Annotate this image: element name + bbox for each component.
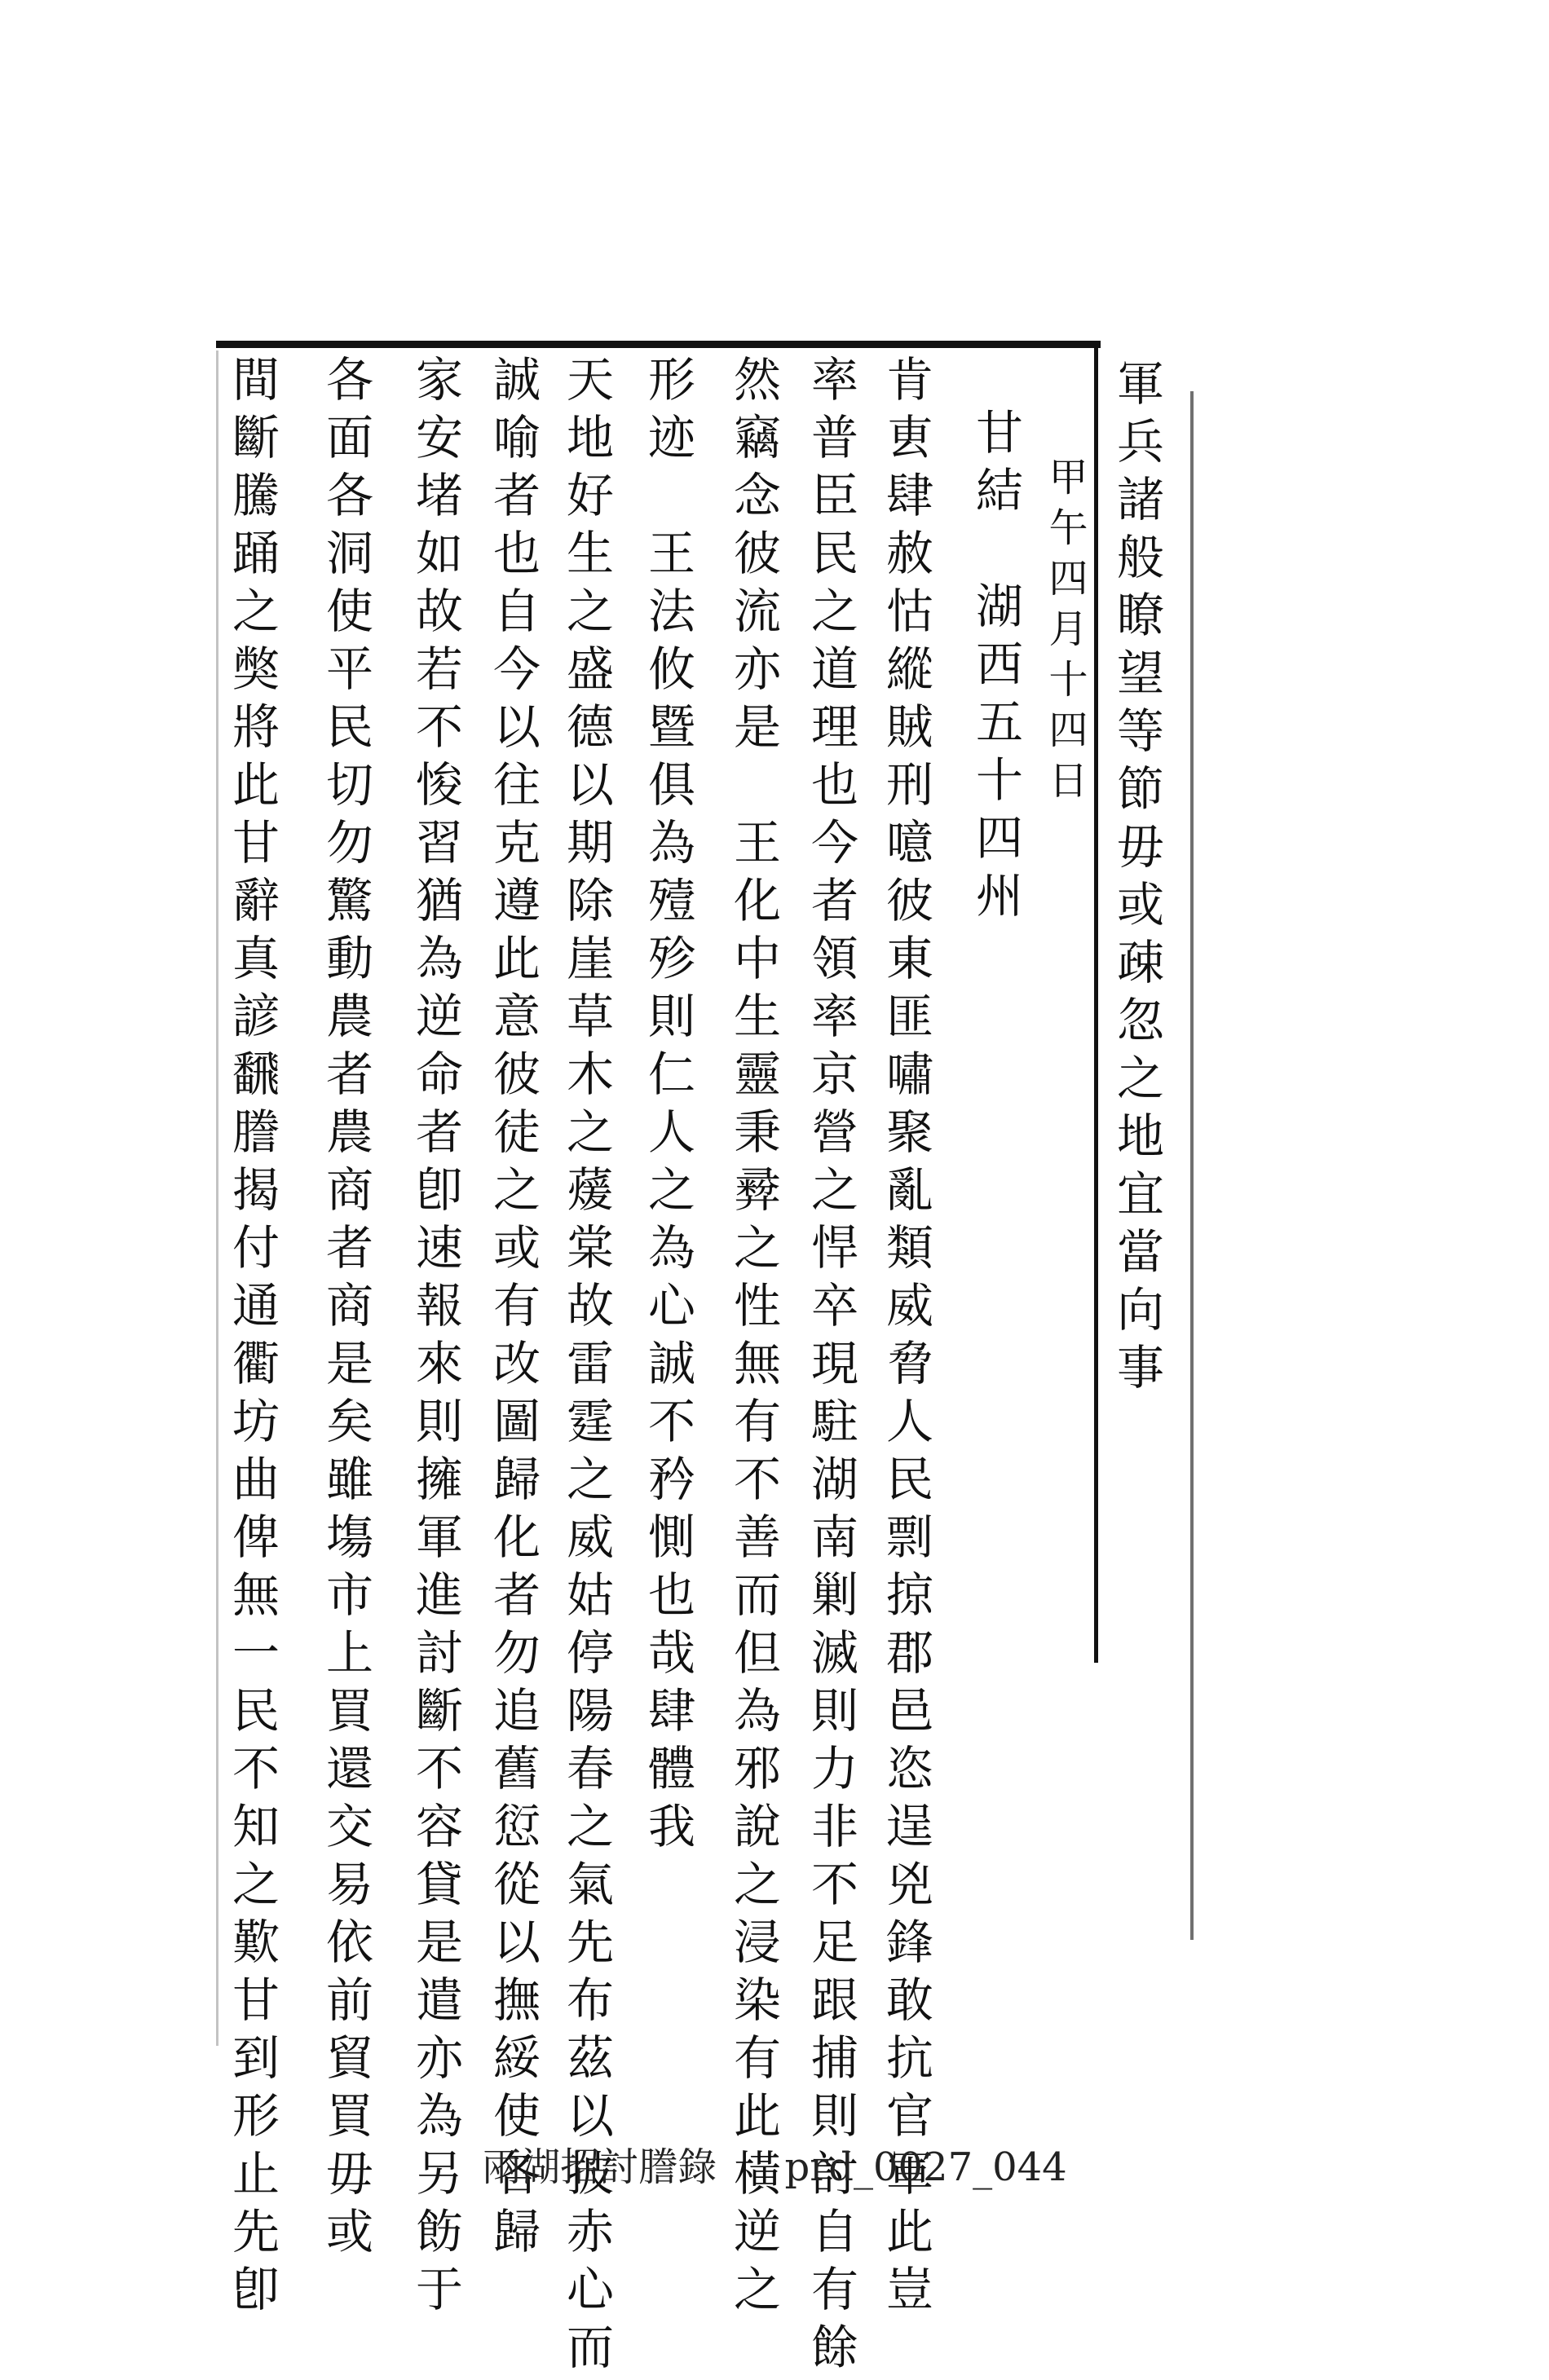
- text-column-9: 誠喻者也自今以往克遵此意彼徒之或有改圖歸化者勿追舊愆從以撫綏使各歸: [485, 355, 541, 2264]
- frame-outer-rule: [1190, 391, 1194, 1940]
- text-column-10: 家安堵如故若不悛習猶為逆命者卽速報來則擁軍進討斷不容貸是遣亦為另飭于: [408, 355, 463, 2322]
- text-column-1: 軍兵諸般瞭望等節毋或疎忽之地宜當向事: [1109, 359, 1164, 1400]
- text-column-3-recipient: 甘結 湖西五十四州: [968, 408, 1023, 928]
- text-column-4: 肯叀肆赦怙縱賊刑噫彼東匪嘯聚亂類威脅人民剽掠郡邑恣逞兇鋒敢抗官軍此豈: [878, 355, 933, 2322]
- text-column-5: 率普臣民之道理也今者領率京營之悍卒現駐湖南剿滅則力非不足跟捕則討自有餘: [803, 355, 858, 2380]
- frame-top-rule: [216, 341, 1101, 348]
- text-column-8: 天地好生之盛德以期除崖草木之蕿棠故雷霆之威姑停陽春之氣先布茲以披赤心而: [558, 355, 614, 2380]
- text-column-2-date: 甲午四月十四日: [1042, 456, 1088, 810]
- page-caption: [0, 2135, 1549, 2192]
- frame-right-rule: [1094, 342, 1098, 1663]
- text-column-12: 間斷騰踊之獘將此甘辭真諺飜謄揭付通衢坊曲俾無一民不知之歎甘到形止先卽: [224, 355, 280, 2322]
- text-column-11: 各面各洞使平民切勿驚動農者農商者商是矣雖塲市上買還交易依前貿買毋或: [318, 355, 373, 2264]
- text-column-6: 然竊念彼流亦是 王化中生靈秉彛之性無有不善而但為邪說之浸染有此橫逆之: [726, 355, 781, 2322]
- caption-title: 兩湖招討謄錄: [482, 2144, 717, 2190]
- frame-left-rule: [216, 350, 218, 2046]
- text-column-7: 形迹 王法攸暨俱為殪殄則仁人之為心誠不矜惻也哉肆體我: [640, 355, 695, 1859]
- caption-code: prd_0027_044: [784, 2144, 1067, 2190]
